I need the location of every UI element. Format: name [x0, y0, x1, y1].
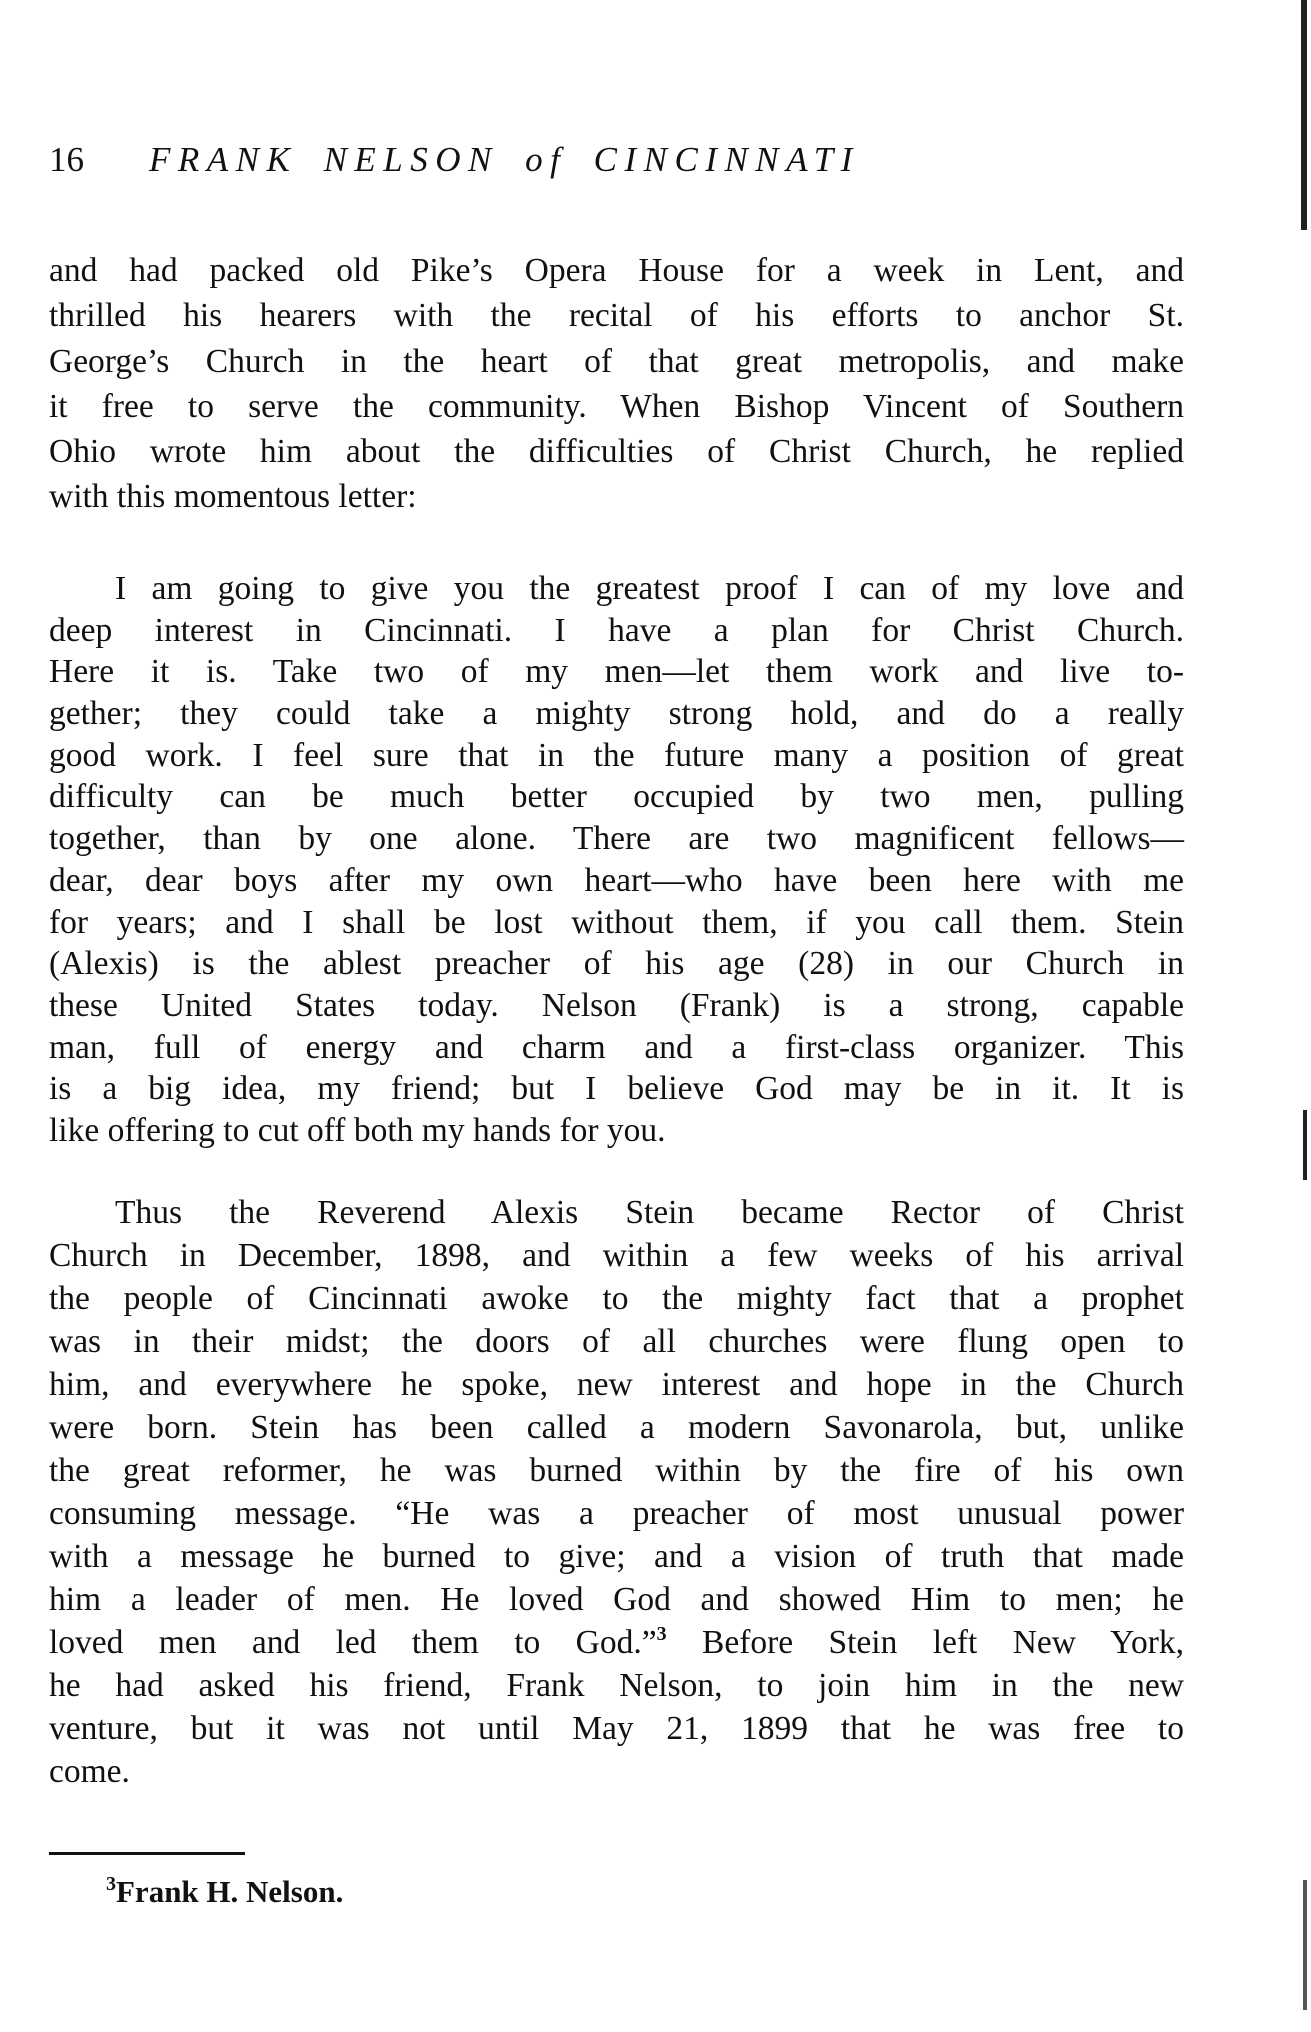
text-line: consuming message. “He was a preacher of most unusual power [49, 1495, 1184, 1532]
text-line: thrilled his hearers with the recital of his efforts to anchor St. [49, 297, 1184, 335]
footnote-rule [49, 1852, 245, 1855]
text-line: for years; and I shall be lost without them, if you call them. Stein [49, 903, 1184, 941]
scan-edge-mark [1303, 1880, 1307, 2010]
text-line: I am going to give you the greatest proof I can of my love and [115, 570, 1184, 607]
text-line: together, than by one alone. There are two magnificent fellows— [49, 820, 1184, 858]
page-number: 16 [49, 140, 84, 179]
text-line: gether; they could take a mighty strong hold, and do a really [49, 695, 1184, 733]
text-line: the people of Cincinnati awoke to the mighty fact that a prophet [49, 1280, 1184, 1317]
text-line: come. [49, 1753, 130, 1790]
quoted-letter [49, 570, 1184, 1154]
text-line: the great reformer, he was burned within by the fire of his own [49, 1452, 1184, 1489]
running-header [49, 140, 860, 180]
footnote-text: Frank H. Nelson. [116, 1874, 344, 1909]
text-line: good work. I feel sure that in the future many a position of great [49, 736, 1184, 774]
text-line: like offering to cut off both my hands for you. [49, 1111, 666, 1149]
text-line: Church in December, 1898, and within a few weeks of his arrival [49, 1237, 1184, 1274]
text-line: him a leader of men. He loved God and showed Him to men; he [49, 1581, 1184, 1618]
text-line: (Alexis) is the ablest preacher of his age (28) in our Church in [49, 945, 1184, 983]
text-line: with this momentous letter: [49, 478, 417, 516]
text-line: were born. Stein has been called a modern Savonarola, but, unlike [49, 1409, 1184, 1446]
text-line: with a message he burned to give; and a vision of truth that made [49, 1538, 1184, 1575]
text-line: Ohio wrote him about the difficulties of Christ Church, he replied [49, 433, 1184, 471]
text-line: George’s Church in the heart of that great metropolis, and make [49, 342, 1184, 380]
text-line: it free to serve the community. When Bishop Vincent of Southern [49, 387, 1184, 425]
text-line: is a big idea, my friend; but I believe God may be in it. It is [49, 1070, 1184, 1108]
text-line: dear, dear boys after my own heart—who have been here with me [49, 861, 1184, 899]
text-line: he had asked his friend, Frank Nelson, to join him in the new [49, 1667, 1184, 1704]
text-line: these United States today. Nelson (Frank) is a strong, capable [49, 986, 1184, 1024]
text-line: and had packed old Pike’s Opera House for a week in Lent, and [49, 252, 1184, 289]
text-line: was in their midst; the doors of all churches were flung open to [49, 1323, 1184, 1360]
text-line: deep interest in Cincinnati. I have a plan for Christ Church. [49, 611, 1184, 649]
text-line: man, full of energy and charm and a first-class organizer. This [49, 1028, 1184, 1066]
footnote-marker: 3 [106, 1873, 116, 1895]
paragraph-intro [49, 252, 1184, 524]
text-line: difficulty can be much better occupied by two men, pulling [49, 778, 1184, 816]
footnote [106, 1874, 343, 1910]
text-line: venture, but it was not until May 21, 1899 that he was free to [49, 1710, 1184, 1747]
scan-edge-mark [1301, 0, 1307, 230]
scan-edge-mark [1303, 1110, 1307, 1180]
text-line: him, and everywhere he spoke, new interest and hope in the Church [49, 1366, 1184, 1403]
text-line: Thus the Reverend Alexis Stein became Rector of Christ [115, 1194, 1184, 1231]
paragraph-stein [49, 1194, 1184, 1796]
text-line: Here it is. Take two of my men—let them work and live to- [49, 653, 1184, 691]
running-title: FRANK NELSON of CINCINNATI [149, 140, 860, 179]
text-line: loved men and led them to God.”$^3$ Before Stein left New York, [49, 1623, 1184, 1661]
